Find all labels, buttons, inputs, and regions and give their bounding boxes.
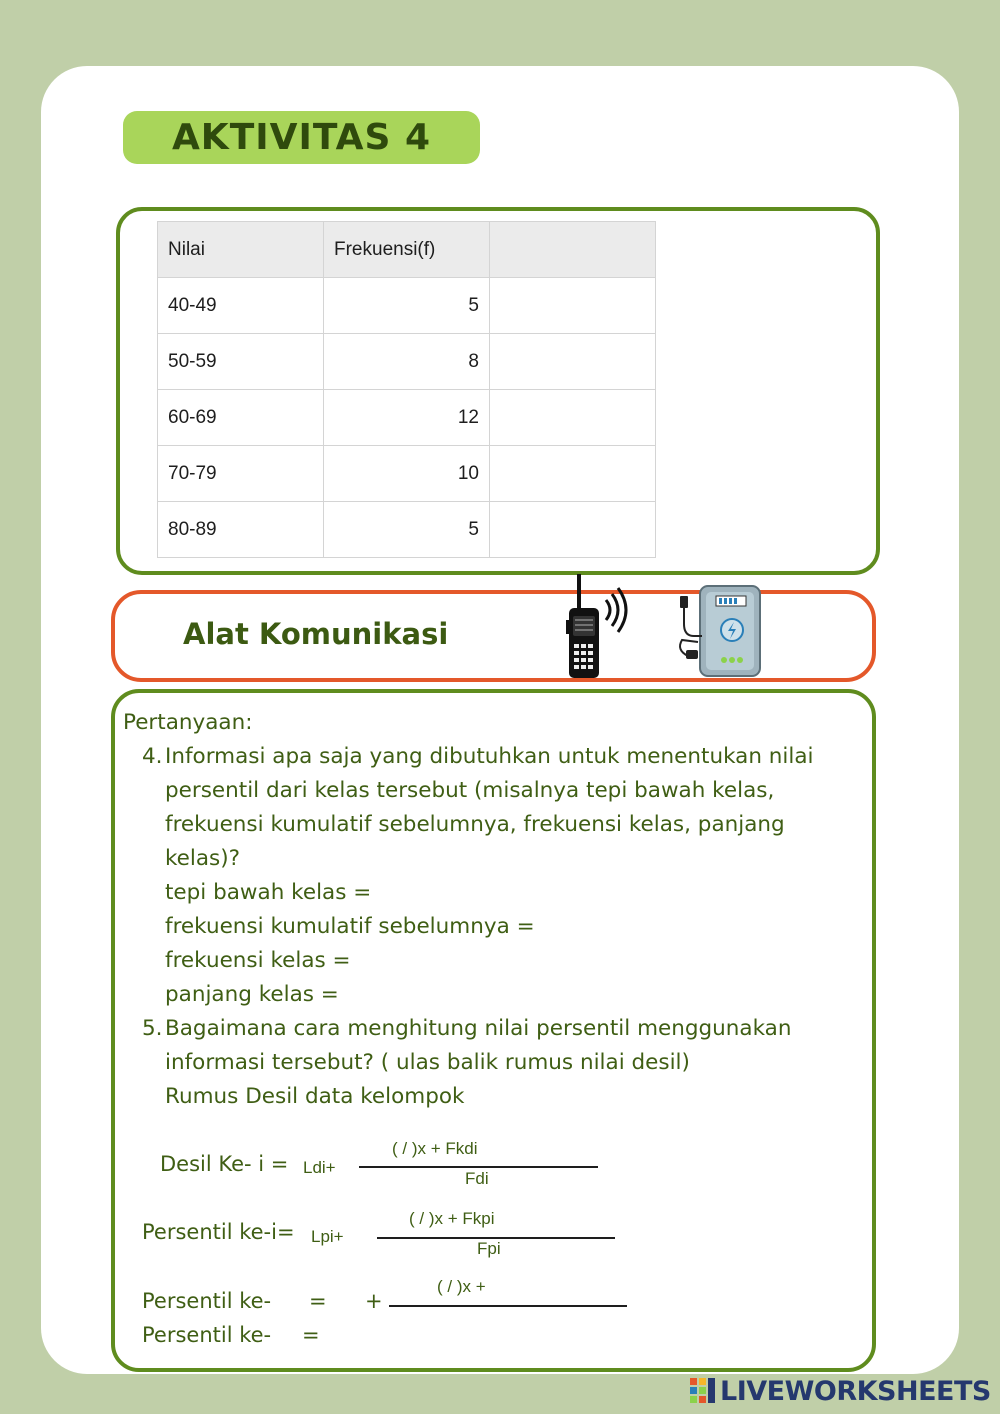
activity-title-badge [123,111,480,164]
table-row [158,278,656,334]
table-row [158,390,656,446]
question-4-line: kelas)? [165,846,241,871]
desil-base: Ldi+ [303,1158,336,1177]
persentil-denominator: Fpi [477,1239,501,1258]
field-frekuensi-kelas: frekuensi kelas = [165,948,351,973]
cell-frekuensi: 12 [324,390,490,446]
answer-fraction-line [389,1305,627,1307]
table-row [158,502,656,558]
question-4-line: persentil dari kelas tersebut (misalnya tepi bawah kelas, [165,778,775,803]
header-nilai: Nilai [158,222,324,278]
cell-nilai: 70-79 [158,446,324,502]
question-5-line: Rumus Desil data kelompok [165,1084,465,1109]
answer-persentil-label: Persentil ke- [142,1289,272,1313]
question-4-number: 4. [142,744,163,769]
questions-heading: Pertanyaan: [123,710,253,735]
field-tepi-bawah: tepi bawah kelas = [165,880,372,905]
cell-answer[interactable] [490,502,656,558]
cell-nilai: 80-89 [158,502,324,558]
table-header-row [158,222,656,278]
answer-equals: = [309,1289,327,1313]
field-frekuensi-kumulatif: frekuensi kumulatif sebelumnya = [165,914,535,939]
cell-nilai: 50-59 [158,334,324,390]
walkie-talkie-icon [560,574,632,680]
alat-komunikasi-label: Alat Komunikasi [183,617,449,651]
answer-numerator: ( / )x + [437,1277,486,1296]
cell-nilai: 60-69 [158,390,324,446]
question-5-number: 5. [142,1016,163,1041]
answer2-equals: = [302,1323,320,1347]
liveworksheets-logo [690,1374,991,1408]
cell-frekuensi: 5 [324,278,490,334]
persentil-base: Lpi+ [311,1227,344,1246]
power-bank-icon [672,584,764,678]
desil-formula-label: Desil Ke- i = [160,1152,289,1176]
desil-denominator: Fdi [465,1169,489,1188]
desil-numerator: ( / )x + Fkdi [392,1139,478,1158]
cell-frekuensi: 5 [324,502,490,558]
cell-answer[interactable] [490,334,656,390]
table-row [158,334,656,390]
cell-frekuensi: 8 [324,334,490,390]
question-5-line: Bagaimana cara menghitung nilai persentil menggunakan [165,1016,792,1041]
persentil-formula-label: Persentil ke-i= [142,1220,295,1244]
cell-nilai: 40-49 [158,278,324,334]
question-4-line: frekuensi kumulatif sebelumnya, frekuensi kelas, panjang [165,812,785,837]
cell-answer[interactable] [490,390,656,446]
header-frekuensi: Frekuensi(f) [324,222,490,278]
cell-frekuensi: 10 [324,446,490,502]
question-5-line: informasi tersebut? ( ulas balik rumus nilai desil) [165,1050,690,1075]
cell-answer[interactable] [490,446,656,502]
desil-fraction-line [359,1166,598,1168]
header-empty [490,222,656,278]
table-row [158,446,656,502]
frequency-table [157,221,656,558]
liveworksheets-text: LIVEWORKSHEETS [720,1375,991,1407]
answer2-persentil-label: Persentil ke- [142,1323,272,1347]
field-panjang-kelas: panjang kelas = [165,982,339,1007]
liveworksheets-grid-icon [690,1378,716,1404]
question-4-line: Informasi apa saja yang dibutuhkan untuk menentukan nilai [165,744,814,769]
cell-answer[interactable] [490,278,656,334]
activity-title: AKTIVITAS 4 [171,117,432,158]
persentil-numerator: ( / )x + Fkpi [409,1209,495,1228]
answer-plus: + [365,1289,383,1313]
